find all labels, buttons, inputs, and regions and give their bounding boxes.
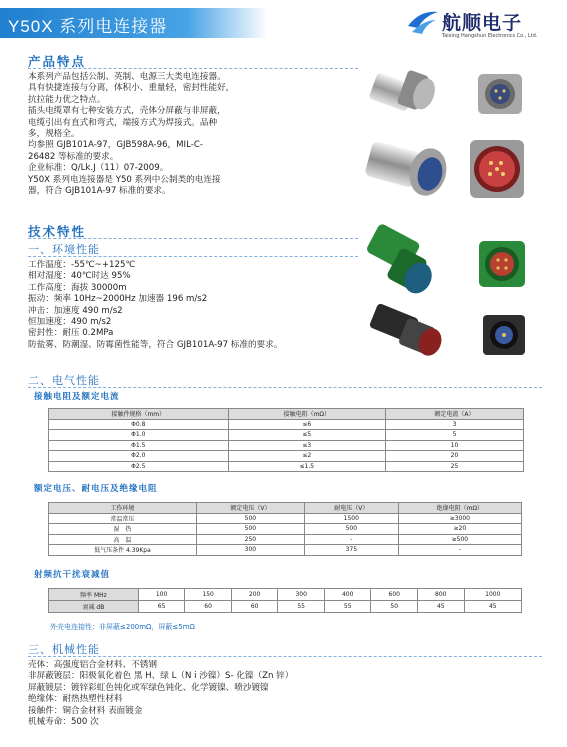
env-text bbox=[28, 260, 282, 351]
env-line: 振动：频率 10Hz~2000Hz 加速器 196 m/s2 bbox=[28, 294, 208, 305]
mechanical-line: 屏蔽镀层：镀锌彩虹色钝化或军绿色钝化、化学镀镍、喷沙镀镍 bbox=[28, 682, 269, 693]
env-line: 恒加速度：490 m/s2 bbox=[28, 316, 112, 327]
table-cell: 5 bbox=[385, 430, 523, 441]
table-row bbox=[49, 545, 522, 556]
table-cell: 3 bbox=[385, 419, 523, 430]
table-cell: 60 bbox=[185, 601, 232, 613]
env-line: 工作温度：-55℃~+125℃ bbox=[28, 260, 136, 270]
features-text bbox=[28, 72, 234, 197]
company-logo bbox=[406, 6, 562, 42]
table-cell: 10 bbox=[385, 440, 523, 451]
features-line: Y50X 系列电连接器是 Y50 系列中公制类的电连接 bbox=[28, 174, 221, 185]
mechanical-line: 接触件：铜合金材料 表面镀金 bbox=[28, 705, 143, 716]
table-header-cell: 接触件规格（mm） bbox=[49, 409, 229, 420]
table-cell: 常温常压 bbox=[49, 513, 197, 524]
table-cell: 1000 bbox=[464, 589, 521, 601]
logo-wing-icon bbox=[406, 6, 440, 38]
table-cell: Φ2.5 bbox=[49, 461, 229, 472]
features-line: 企业标准：Q/Lk.J（11）07-2009。 bbox=[28, 163, 169, 174]
tech-divider bbox=[28, 238, 358, 239]
table-cell: 55 bbox=[324, 601, 371, 613]
table-header-cell: 额定电压（V） bbox=[196, 503, 304, 514]
mechanical-line: 壳体：高强度铝合金材料、不锈钢 bbox=[28, 660, 157, 670]
black-connector-plug-image bbox=[366, 296, 450, 362]
features-line: 本系列产品包括公制、英制、电源三大类电连接器。 bbox=[28, 72, 226, 82]
env-line: 密封性：耐压 0.2MPa bbox=[28, 328, 114, 339]
black-square-receptacle-image bbox=[480, 312, 528, 358]
table-header-cell: 绝缘电阻（mΩ） bbox=[398, 503, 521, 514]
silver-large-connector-plug-image bbox=[362, 126, 456, 206]
table-cell: 500 bbox=[304, 524, 398, 535]
table-cell: 500 bbox=[196, 513, 304, 524]
table-row bbox=[49, 524, 522, 535]
table-row bbox=[49, 419, 524, 430]
env-heading: 一、环境性能 bbox=[28, 243, 100, 256]
table-cell: 300 bbox=[278, 589, 325, 601]
page-title: Y50X 系列电连接器 bbox=[8, 17, 168, 36]
mechanical-line: 机械寿命：500 次 bbox=[28, 716, 99, 727]
red-insert-receptacle-image bbox=[466, 134, 528, 204]
table-row bbox=[49, 451, 524, 462]
table-cell: ≥500 bbox=[398, 534, 521, 545]
table-cell: ≤1.5 bbox=[228, 461, 385, 472]
title-bar bbox=[0, 8, 268, 38]
features-line: 器，符合 GJB101A-97 标准的要求。 bbox=[28, 185, 171, 196]
table-row-label: 衰减 dB bbox=[49, 601, 139, 613]
env-line: 相对湿度：40℃时达 95% bbox=[28, 271, 131, 282]
table-header-cell: 接触电阻（mΩ） bbox=[228, 409, 385, 420]
table-cell: Φ2.0 bbox=[49, 451, 229, 462]
tech-heading: 技术特性 bbox=[28, 224, 87, 239]
table-cell: 100 bbox=[138, 589, 185, 601]
table-cell: 60 bbox=[231, 601, 278, 613]
table-row bbox=[49, 430, 524, 441]
rf-table-title: 射频抗干扰衰减值 bbox=[34, 570, 111, 580]
features-line: 电缆引出有直式和弯式，端接方式为焊接式。品种 bbox=[28, 117, 218, 128]
features-divider bbox=[28, 68, 358, 69]
voltage-table-title: 额定电压、耐电压及绝缘电阻 bbox=[34, 484, 158, 494]
silver-connector-receptacle-image bbox=[474, 70, 526, 118]
table-cell: 150 bbox=[185, 589, 232, 601]
green-connector-plug-image bbox=[364, 224, 442, 298]
electrical-heading: 二、电气性能 bbox=[28, 374, 100, 387]
table-cell: 45 bbox=[418, 601, 465, 613]
rf-attenuation-table bbox=[48, 588, 522, 613]
table-cell: 低气压条件 4.39Kpa bbox=[49, 545, 197, 556]
env-line: 防盐雾、防潮湿、防霉菌性能等，符合 GJB101A-97 标准的要求。 bbox=[28, 339, 283, 350]
features-line: 具有快捷连接与分离，体积小、重量轻，密封性能好， bbox=[28, 83, 235, 94]
features-line: 多，规格全。 bbox=[28, 128, 80, 139]
features-line: 插头电缆罩有七种安装方式，壳体分屏蔽与非屏蔽， bbox=[28, 106, 226, 117]
table-cell: ≥3000 bbox=[398, 513, 521, 524]
mechanical-line: 非屏蔽镀层：阳极氧化着色 黑 H、绿 L（N i 沙镍）S- 化镍（Zn 锌） bbox=[28, 671, 294, 682]
table-row bbox=[49, 461, 524, 472]
table-cell: 1500 bbox=[304, 513, 398, 524]
env-divider bbox=[28, 256, 358, 257]
table-row bbox=[49, 513, 522, 524]
table-cell: 200 bbox=[231, 589, 278, 601]
table-cell: 400 bbox=[324, 589, 371, 601]
table-cell: Φ0.8 bbox=[49, 419, 229, 430]
table-cell: - bbox=[304, 534, 398, 545]
table-cell: 50 bbox=[371, 601, 418, 613]
table-cell: 65 bbox=[138, 601, 185, 613]
table-header-cell: 工作环境 bbox=[49, 503, 197, 514]
table-cell: 500 bbox=[196, 524, 304, 535]
features-heading: 产品特点 bbox=[28, 54, 87, 69]
table-header-cell: 额定电流（A） bbox=[385, 409, 523, 420]
table-cell: ≤2 bbox=[228, 451, 385, 462]
mechanical-divider bbox=[28, 656, 542, 657]
table-cell: 湿 热 bbox=[49, 524, 197, 535]
voltage-table bbox=[48, 502, 522, 556]
table-row bbox=[49, 601, 522, 613]
table-cell: 250 bbox=[196, 534, 304, 545]
env-line: 冲击：加速度 490 m/s2 bbox=[28, 305, 123, 316]
mechanical-text bbox=[28, 660, 293, 728]
table-cell: 高 温 bbox=[49, 534, 197, 545]
table-cell: ≤6 bbox=[228, 419, 385, 430]
table-cell: ≤5 bbox=[228, 430, 385, 441]
mechanical-heading: 三、机械性能 bbox=[28, 643, 100, 656]
shell-conductivity-note: 外壳电连接性：非屏蔽≤200mΩ，屏蔽≤5mΩ bbox=[50, 623, 195, 631]
table-cell: - bbox=[398, 545, 521, 556]
table-row-label: 频率 MHz bbox=[49, 589, 139, 601]
table-cell: 300 bbox=[196, 545, 304, 556]
table-row bbox=[49, 440, 524, 451]
silver-connector-plug-image bbox=[368, 64, 438, 118]
contact-table-title: 接触电阻及额定电流 bbox=[34, 392, 120, 402]
electrical-divider bbox=[28, 387, 542, 388]
table-cell: 25 bbox=[385, 461, 523, 472]
table-cell: ≤3 bbox=[228, 440, 385, 451]
logo-chinese-name: 航顺电子 bbox=[442, 12, 523, 34]
table-cell: 20 bbox=[385, 451, 523, 462]
table-header-cell: 耐电压（V） bbox=[304, 503, 398, 514]
table-cell: Φ1.0 bbox=[49, 430, 229, 441]
contact-resistance-table bbox=[48, 408, 524, 472]
header bbox=[0, 0, 567, 44]
features-line: 均参照 GJB101A-97，GJB598A-96，MIL-C- bbox=[28, 140, 203, 151]
table-cell: Φ1.5 bbox=[49, 440, 229, 451]
table-cell: 55 bbox=[278, 601, 325, 613]
table-cell: 600 bbox=[371, 589, 418, 601]
features-line: 26482 等标准的要求。 bbox=[28, 151, 119, 162]
env-line: 工作高度：海拔 30000m bbox=[28, 282, 127, 293]
table-cell: 45 bbox=[464, 601, 521, 613]
mechanical-line: 绝缘体：耐热热塑性材料 bbox=[28, 694, 123, 705]
features-line: 抗拉能力优之特点。 bbox=[28, 94, 106, 105]
table-cell: ≥20 bbox=[398, 524, 521, 535]
table-cell: 800 bbox=[418, 589, 465, 601]
table-cell: 375 bbox=[304, 545, 398, 556]
green-receptacle-image bbox=[476, 238, 528, 290]
table-row bbox=[49, 534, 522, 545]
table-row bbox=[49, 589, 522, 601]
logo-english-name: Taixing Hangshun Electronics Co., Ltd. bbox=[442, 33, 538, 39]
